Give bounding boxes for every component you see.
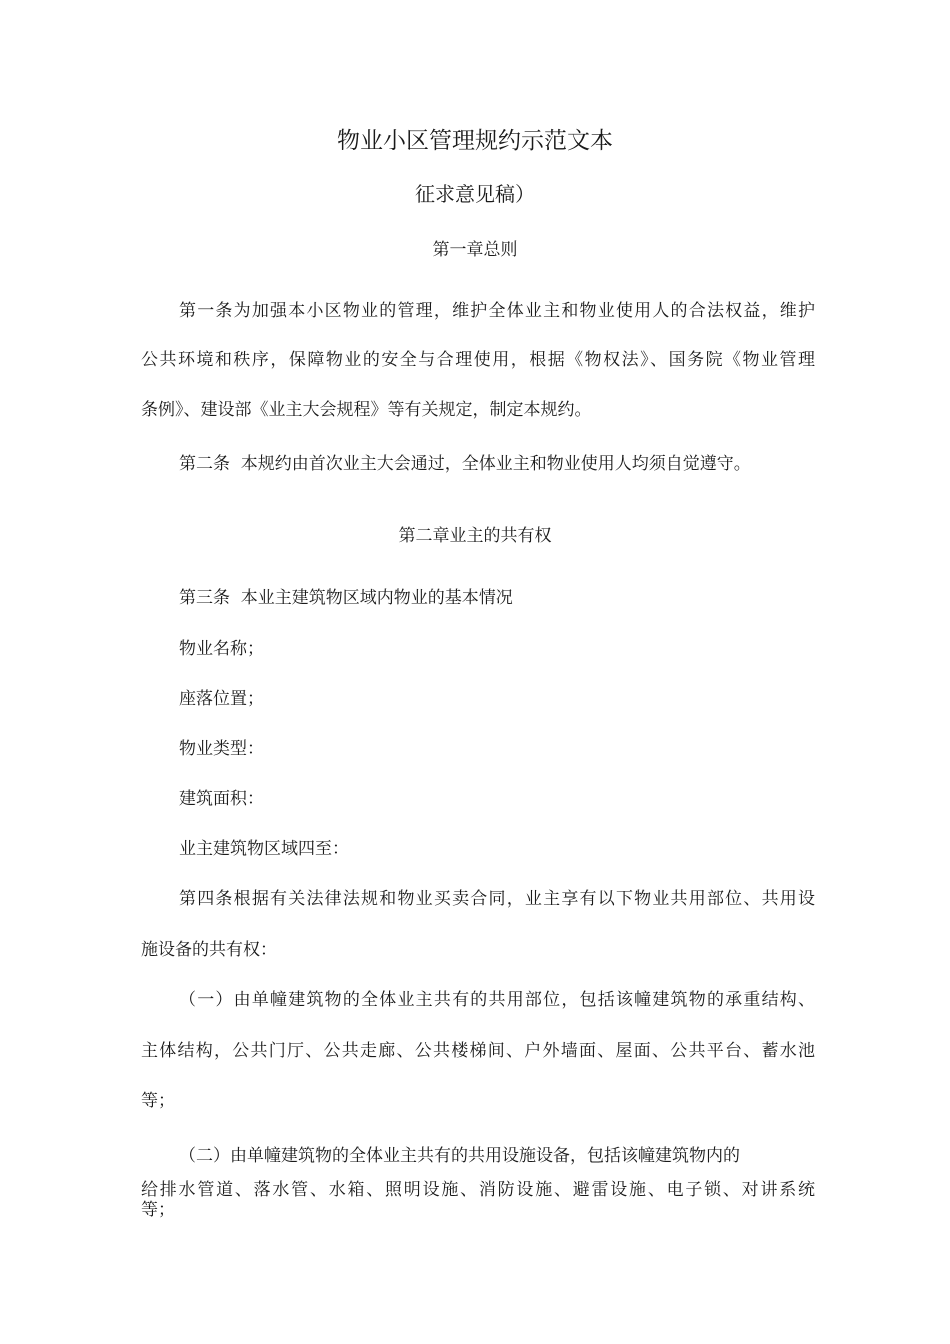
chapter-2-heading: 第二章业主的共有权 <box>398 526 552 546</box>
field-property-name: 物业名称； <box>179 639 264 659</box>
article-1-line-1: 第一条为加强本小区物业的管理，维护全体业主和物业使用人的合法权益，维护 <box>179 301 815 321</box>
article-2: 第二条 本规约由首次业主大会通过，全体业主和物业使用人均须自觉遵守。 <box>179 454 751 474</box>
document-subtitle: 征求意见稿） <box>415 182 535 206</box>
article-4-line-1: 第四条根据有关法律法规和物业买卖合同，业主享有以下物业共用部位、共用设 <box>179 889 815 909</box>
field-location: 座落位置； <box>179 689 264 709</box>
field-boundary: 业主建筑物区域四至： <box>179 839 349 859</box>
article-1-line-3: 条例》、建设部《业主大会规程》等有关规定，制定本规约。 <box>141 400 592 420</box>
article-1-line-2: 公共环境和秩序，保障物业的安全与合理使用，根据《物权法》、国务院《物业管理 <box>141 350 815 370</box>
document-title: 物业小区管理规约示范文本 <box>337 128 613 154</box>
field-building-area: 建筑面积： <box>179 789 264 809</box>
item-1-line-3: 等； <box>141 1091 175 1111</box>
chapter-1-heading: 第一章总则 <box>432 240 518 260</box>
article-3: 第三条 本业主建筑物区域内物业的基本情况 <box>179 588 513 608</box>
article-4-line-2: 施设备的共有权： <box>141 940 277 960</box>
item-1-line-2: 主体结构，公共门厅、公共走廊、公共楼梯间、户外墙面、屋面、公共平台、蓄水池 <box>141 1041 815 1061</box>
item-2-line-3: 等； <box>141 1200 175 1220</box>
field-property-type: 物业类型： <box>179 739 264 759</box>
item-1-line-1: （一）由单幢建筑物的全体业主共有的共用部位，包括该幢建筑物的承重结构、 <box>179 990 815 1010</box>
item-2-line-1: （二）由单幢建筑物的全体业主共有的共用设施设备，包括该幢建筑物内的 <box>179 1146 740 1166</box>
item-2-line-2: 给排水管道、落水管、水箱、照明设施、消防设施、避雷设施、电子锁、对讲系统 <box>141 1180 815 1200</box>
